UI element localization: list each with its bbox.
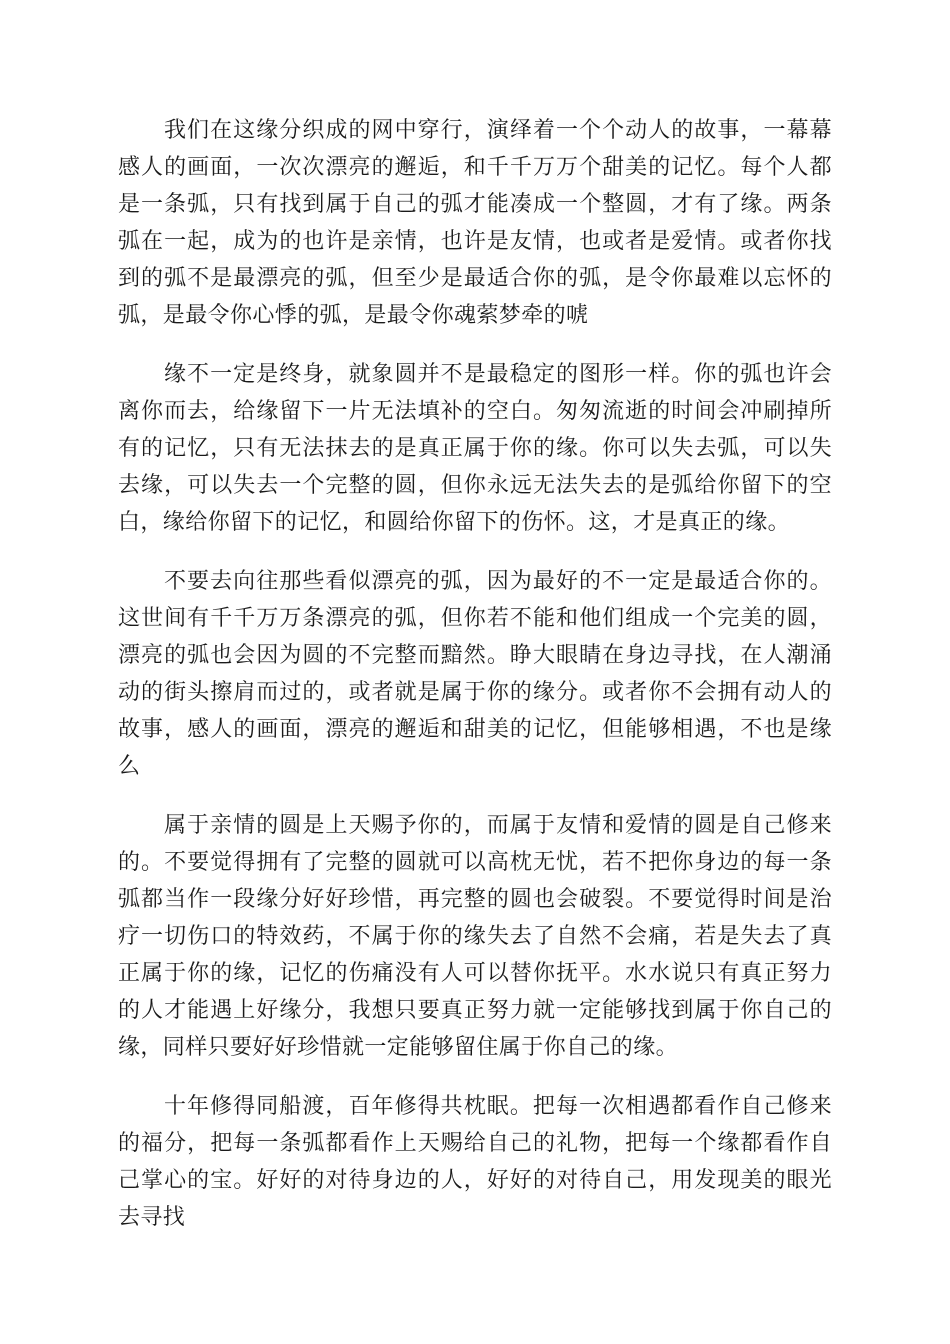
paragraph-1: 我们在这缘分织成的网中穿行，演绎着一个个动人的故事，一幕幕感人的画面，一次次漂亮的邂逅，和千千万万个甜美的记忆。每个人都是一条弧，只有找到属于自己的弧才能凑成一个整圆，才有了缘。两条弧在一起，成为的也许是亲情，也许是友情，也或者是爱情。或者你找到的弧不是最漂亮的弧，但至少是最适合你的弧，是令你最难以忘怀的弧，是最令你心悸的弧，是最令你魂萦梦牵的唬 <box>118 118 832 328</box>
paragraph-5: 十年修得同船渡，百年修得共枕眠。把每一次相遇都看作自己修来的福分，把每一条弧都看作上天赐给自己的礼物，把每一个缘都看作自己掌心的宝。好好的对待身边的人，好好的对待自己，用发现美的眼光去寻找 <box>118 1094 832 1230</box>
paragraph-2: 缘不一定是终身，就象圆并不是最稳定的图形一样。你的弧也许会离你而去，给缘留下一片无法填补的空白。匆匆流逝的时间会冲刷掉所有的记忆，只有无法抹去的是真正属于你的缘。你可以失去弧，可以失去缘，可以失去一个完整的圆，但你永远无法失去的是弧给你留下的空白，缘给你留下的记忆，和圆给你留下的伤怀。这，才是真正的缘。 <box>118 362 832 535</box>
paragraph-4: 属于亲情的圆是上天赐予你的，而属于友情和爱情的圆是自己修来的。不要觉得拥有了完整的圆就可以高枕无忧，若不把你身边的每一条弧都当作一段缘分好好珍惜，再完整的圆也会破裂。不要觉得时间是治疗一切伤口的特效药，不属于你的缘失去了自然不会痛，若是失去了真正属于你的缘，记忆的伤痛没有人可以替你抚平。水水说只有真正努力的人才能遇上好缘分，我想只要真正努力就一定能够找到属于你自己的缘，同样只要好好珍惜就一定能够留住属于你自己的缘。 <box>118 813 832 1060</box>
paragraph-3: 不要去向往那些看似漂亮的弧，因为最好的不一定是最适合你的。这世间有千千万万条漂亮的弧，但你若不能和他们组成一个完美的圆，漂亮的弧也会因为圆的不完整而黯然。睁大眼睛在身边寻找，在人潮涌动的街头擦肩而过的，或者就是属于你的缘分。或者你不会拥有动人的故事，感人的画面，漂亮的邂逅和甜美的记忆，但能够相遇，不也是缘么 <box>118 569 832 779</box>
document-page <box>118 112 832 1258</box>
